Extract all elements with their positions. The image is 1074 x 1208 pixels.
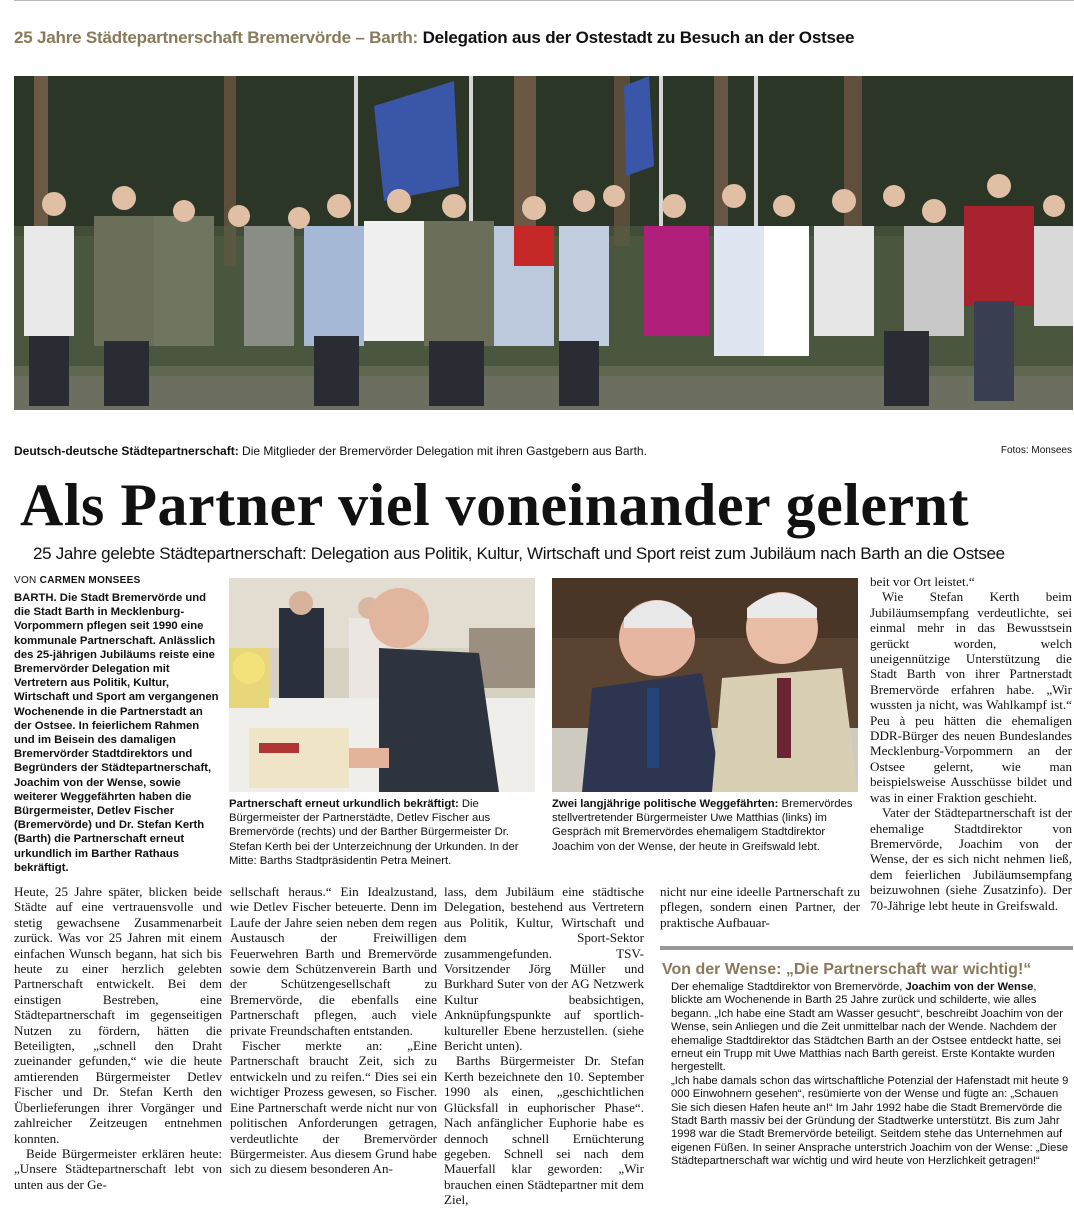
infobox-text: Der ehemalige Stadtdirektor von Bremervörde, [671,981,906,993]
body-paragraph: sellschaft heraus.“ Ein Idealzustand, wie Detlev Fischer beteuerte. Denn im Laufe der Jahre seien neben dem regen Austausch der Freiwilligen Feuerwehren Barth und Bremervörde sowie dem Schützenverein Barth und der Schützengesellschaft zu Bremervörde, die ebenfalls eine Partnerschaft pflegen, auch viele private Freundschaften entstanden. [230,884,437,1038]
subheadline: 25 Jahre gelebte Städtepartnerschaft: Delegation aus Politik, Kultur, Wirtschaft und Sport reist zum Jubiläum nach Barth an die Ostsee [33,544,1005,563]
infobox-rule [660,946,1073,950]
group-photo-caption-bold: Deutsch-deutsche Städtepartnerschaft: [14,444,239,458]
body-paragraph: Heute, 25 Jahre später, blicken beide Städte auf eine vertrauensvolle und stetig gewachsene Zusammenarbeit zurück. Was vor 25 Jahren mit einem einfachen Wunsch begann, hat sich bis heute zu einer herzlich gelebten Partnerschaft entwickelt. Bei dem einstigen Bestreben, eine Städtepartnerschaft im gegenseitigen Nutzen zu fördern, hätten die Beteiligten, „schnell den Draht zueinander gefunden,“ wie die heute amtierenden Bürgermeister Detlev Fischer und Dr. Stefan Kerth den Überlieferungen ihrer Vorgänger und zahlreicher Zeitzeugen entnehmen konnten. [14,884,222,1146]
infobox-text: , blickte am Wochenende in Barth 25 Jahre zurück und schilderte, wie alles begann. „Ich habe eine Stadt am Wasser gesucht“, beschreibt Joachim von der Wense, sein Anliegen und die Zeit unmittelbar nach der Wende. Nachdem der ehemalige Stadtdirektor das Städtchen Barth an der Ostsee entdeckt hatte, sei erneut ein Trupp mit Uwe Matthias nach Barth gereist. Erste Kontakte wurden hergestellt. [671,981,1063,1074]
body-column-4 [660,884,860,930]
talk-caption-bold: Zwei langjährige politische Weggefährten: [552,798,779,810]
signing-photo [229,578,535,792]
body-paragraph: Barths Bürgermeister Dr. Stefan Kerth bezeichnete den 10. September 1990 als einen, „geschichtlichen Glücksfall in euphorischer Phase“. Nach anfänglicher Euphorie habe es dennoch schnell Ernüchterung gegeben. Schnell sei nach dem Mauerfall klar geworden: „Wir brauchen einen Städtepartner mit dem Ziel, [444,1053,644,1208]
kicker-topic: 25 Jahre Städtepartnerschaft Bremervörde – Barth: [14,28,419,47]
body-paragraph: Vater der Städtepartnerschaft ist der ehemalige Stadtdirektor von Bremervörde, Joachim von der Wense, der es sich nicht nehmen ließ, dem feierlichen Jubiläumsempfang beizuwohnen (siehe Zusatzinfo). Der 70-Jährige lebt heute in Greifswald. [870,805,1072,913]
talk-caption-text: Bremervördes stellvertretender Bürgermeister Uwe Matthias (links) im Gespräch mit Bremervördes ehemaligem Stadtdirektor Joachim von der Wense, der heute in Greifswald lebt. [552,798,853,853]
body-column-1 [14,884,222,1192]
infobox-paragraph: „Ich habe damals schon das wirtschaftliche Potenzial der Hafenstadt mit heute 9 000 Einwohnern gesehen“, resümierte von der Wense und fügte an: „Schauen Sie sich diesen Hafen heute an!“ Im Jahr 1992 habe die Stadt Bremervörde die Stadt Barth massiv bei der Gründung der Stadtwerke unterstützt. Bis zum Jahr 1998 war die Stadt Bremervörde beteiligt. Seitdem stehe das Unternehmen auf eigenen Füßen. In seiner Ansprache unterstrich Joachim von der Wense: „Diese Städtepartnerschaft war wichtig und wird heute von Herzlichkeit getragen!“ [671,1074,1069,1168]
body-paragraph: nicht nur eine ideelle Partnerschaft zu pflegen, sondern einen Partner, der praktische Aufbauar- [660,884,860,930]
talk-photo [552,578,858,792]
infobox-title: Von der Wense: „Die Partnerschaft war wichtig!“ [662,961,1032,978]
signing-photo-caption [229,797,537,868]
top-rule [14,0,1074,1]
body-column-3 [444,884,644,1208]
kicker [14,28,854,48]
talk-photo-caption [552,797,858,854]
byline-author: CARMEN MONSEES [39,575,141,586]
headline: Als Partner viel voneinander gelernt [20,472,969,538]
kicker-title: Delegation aus der Ostestadt zu Besuch an der Ostsee [422,28,855,47]
body-paragraph: lass, dem Jubiläum eine städtische Delegation, bestehend aus Vertretern aus Politik, Kultur, Wirtschaft und dem Sport-Sektor zusammengefunden. TSV-Vorsitzender Jörg Müller und Burkhard Suter von der AG Netzwerk Kultur beabsichtigen, Anknüpfungspunkte auf sportlich-kultureller Ebene herzustellen. (siehe Bericht unten). [444,884,644,1054]
body-column-right [870,574,1072,913]
infobox-paragraph [671,981,1071,1075]
lead-paragraph: BARTH. Die Stadt Bremervörde und die Stadt Barth in Mecklenburg-Vorpommern pflegen seit 1990 eine kommunale Partnerschaft. Anlässlich des 25-jährigen Jubiläums reiste eine Bremervörder Delegation mit Vertretern aus Politik, Kultur, Wirtschaft und Sport am vergangenen Wochenende in die Partnerstadt an der Ostsee. In feierlichem Rahmen und im Beisein des damaligen Bremervörder Stadtdirektors und Begründers der Städtepartnerschaft, Joachim von der Wense, sowie weiterer Weggefährten haben die Bürgermeister, Detlev Fischer (Bremervörde) und Dr. Stefan Kerth (Barth) die Partnerschaft erneut urkundlich im Barther Rathaus bekräftigt. [14,592,219,874]
photo-credit: Fotos: Monsees [1000,445,1072,456]
body-paragraph: beit vor Ort leistet.“ [870,574,975,589]
infobox-name: Joachim von der Wense [905,981,1034,993]
body-paragraph: Beide Bürgermeister erklären heute: „Unsere Städtepartnerschaft lebt von unten aus der Ge- [14,1145,222,1192]
byline [14,575,141,586]
signing-caption-text: Die Bürgermeister der Partnerstädte, Detlev Fischer aus Bremervörde (rechts) und der Barther Bürgermeister Dr. Stefan Kerth bei der Unterzeichnung der Urkunden. In der Mitte: Barths Stadtpräsidentin Petra Meinert. [229,798,519,867]
group-photo-caption [14,444,914,459]
byline-prefix: VON [14,575,37,586]
infobox-body [671,981,1071,1169]
group-photo [14,76,1073,410]
body-paragraph: Fischer merkte an: „Eine Partnerschaft braucht Zeit, sich zu entwickeln und zu reifen.“ Dies sei ein wichtiger Prozess gewesen, so Fischer. Eine Partnerschaft werde nicht nur von politischen Anforderungen getragen, verdeutlichte der Bremervörder Bürgermeister. Aus diesem Grund habe sich zu diesem besonderen An- [230,1038,437,1177]
signing-caption-bold: Partnerschaft erneut urkundlich bekräftigt: [229,798,459,810]
group-photo-caption-text: Die Mitglieder der Bremervörder Delegation mit ihren Gastgebern aus Barth. [238,444,647,458]
body-paragraph: Wie Stefan Kerth beim Jubiläumsempfang verdeutlichte, sei einmal mehr in das Bewusstsein gerückt worden, welch uneigennützige Unterstützung die Stadt Barth von ihrer Partnerstadt Bremervörde erfahren habe. „Wir wussten ja nicht, was Wahlkampf ist.“ Peu à peu hätten die ehemaligen DDR-Bürger des neuen Bundeslandes Mecklenburg-Vorpommern an der Ostsee gelernt, wie man beispielsweise Ausschüsse bildet und was in einer Fraktion geschieht. [870,589,1072,805]
body-column-2 [230,884,437,1177]
